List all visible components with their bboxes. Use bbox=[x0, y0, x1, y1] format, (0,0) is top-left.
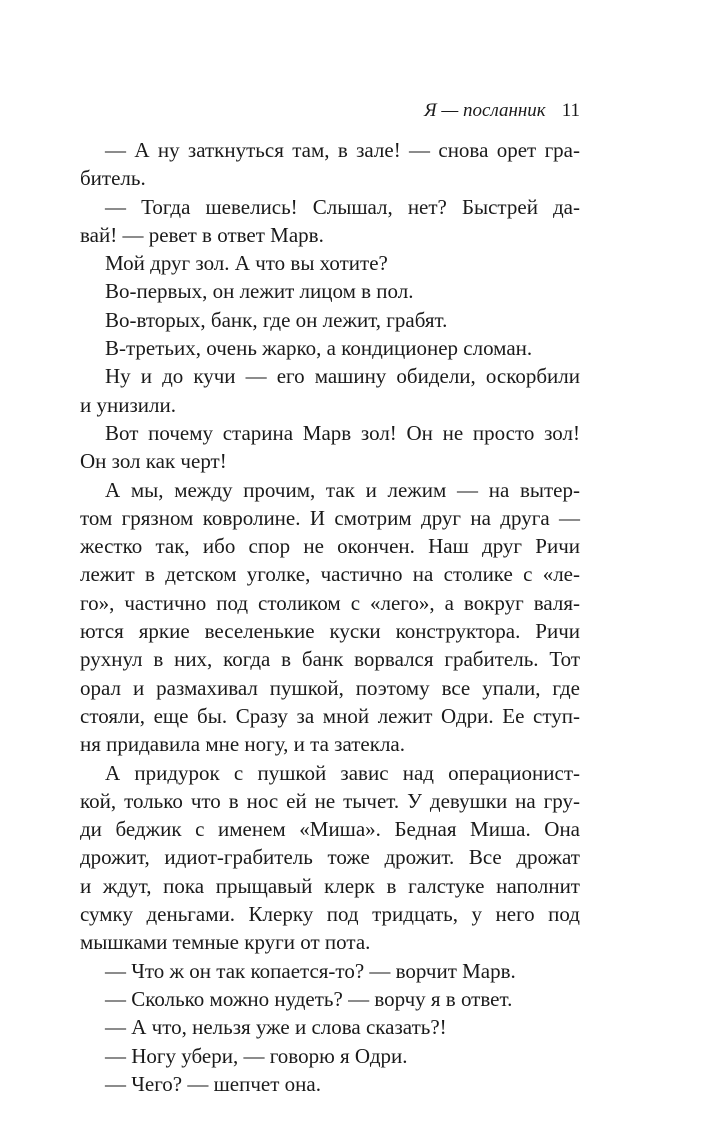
text-line: Во-вторых, банк, где он лежит, грабят. bbox=[105, 307, 448, 332]
paragraph bbox=[80, 362, 580, 419]
paragraph bbox=[80, 419, 580, 476]
text-line: — Что ж он так копается-то? — ворчит Марв. bbox=[105, 958, 516, 983]
text-line: жестко так, ибо спор не окончен. Наш друг Ричи bbox=[80, 534, 580, 559]
text-line: рухнул в них, когда в банк ворвался грабитель. Тот bbox=[80, 647, 580, 672]
paragraph bbox=[80, 334, 580, 362]
text-line: вай! — ревет в ответ Марв. bbox=[80, 222, 324, 247]
paragraph bbox=[80, 136, 580, 193]
text-line: Ну и до кучи — его машину обидели, оскорбили bbox=[105, 364, 580, 389]
paragraph bbox=[80, 1042, 580, 1070]
text-line: сумку деньгами. Клерку под тридцать, у него под bbox=[80, 902, 580, 927]
paragraph bbox=[80, 193, 580, 250]
text-line: кой, только что в нос ей не тычет. У девушки на гру- bbox=[80, 788, 580, 813]
text-line: Вот почему старина Марв зол! Он не просто зол! bbox=[105, 420, 580, 445]
paragraph bbox=[80, 957, 580, 985]
text-line: — Ногу убери, — говорю я Одри. bbox=[105, 1043, 408, 1068]
paragraph bbox=[80, 249, 580, 277]
book-page bbox=[80, 0, 580, 1123]
paragraph bbox=[80, 1013, 580, 1041]
text-line: ются яркие веселенькие куски конструктора. Ричи bbox=[80, 619, 580, 644]
paragraph bbox=[80, 985, 580, 1013]
text-line: — Тогда шевелись! Слышал, нет? Быстрей да- bbox=[105, 194, 580, 219]
text-line: дрожит, идиот-грабитель тоже дрожит. Все дрожат bbox=[80, 845, 580, 870]
running-title: Я — посланник bbox=[424, 100, 546, 121]
paragraph bbox=[80, 759, 580, 957]
text-line: лежит в детском уголке, частично на столике с «ле- bbox=[80, 562, 580, 587]
text-line: — А ну заткнуться там, в зале! — снова орет гра- bbox=[105, 138, 580, 162]
paragraph bbox=[80, 306, 580, 334]
paragraph bbox=[80, 1070, 580, 1098]
text-line: том грязном ковролине. И смотрим друг на друга — bbox=[80, 505, 580, 530]
text-line: орал и размахивал пушкой, поэтому все упали, где bbox=[80, 675, 580, 700]
text-line: Он зол как черт! bbox=[80, 449, 227, 474]
text-line: А придурок с пушкой завис над операционист- bbox=[105, 760, 580, 785]
text-line: А мы, между прочим, так и лежим — на вытер- bbox=[105, 477, 580, 502]
text-line: — Чего? — шепчет она. bbox=[105, 1071, 321, 1096]
text-line: и ждут, пока прыщавый клерк в галстуке наполнит bbox=[80, 873, 580, 898]
text-line: и унизили. bbox=[80, 392, 176, 417]
text-line: ди беджик с именем «Миша». Бедная Миша. Она bbox=[80, 817, 580, 842]
page-number: 11 bbox=[561, 100, 580, 121]
running-header bbox=[424, 100, 580, 126]
paragraph bbox=[80, 476, 580, 759]
text-line: го», частично под столиком с «лего», а вокруг валя- bbox=[80, 590, 580, 615]
text-line: — А что, нельзя уже и слова сказать?! bbox=[105, 1015, 447, 1040]
body-text bbox=[80, 136, 580, 1098]
text-line: битель. bbox=[80, 166, 146, 191]
text-line: стояли, еще бы. Сразу за мной лежит Одри. Ее ступ- bbox=[80, 703, 580, 728]
paragraph bbox=[80, 277, 580, 305]
text-line: Во-первых, он лежит лицом в пол. bbox=[105, 279, 414, 304]
text-line: мышками темные круги от пота. bbox=[80, 930, 371, 955]
text-line: ня придавила мне ногу, и та затекла. bbox=[80, 732, 405, 757]
text-line: — Сколько можно нудеть? — ворчу я в ответ. bbox=[105, 986, 513, 1011]
text-line: Мой друг зол. А что вы хотите? bbox=[105, 251, 388, 276]
text-line: В-третьих, очень жарко, а кондиционер сломан. bbox=[105, 336, 533, 361]
